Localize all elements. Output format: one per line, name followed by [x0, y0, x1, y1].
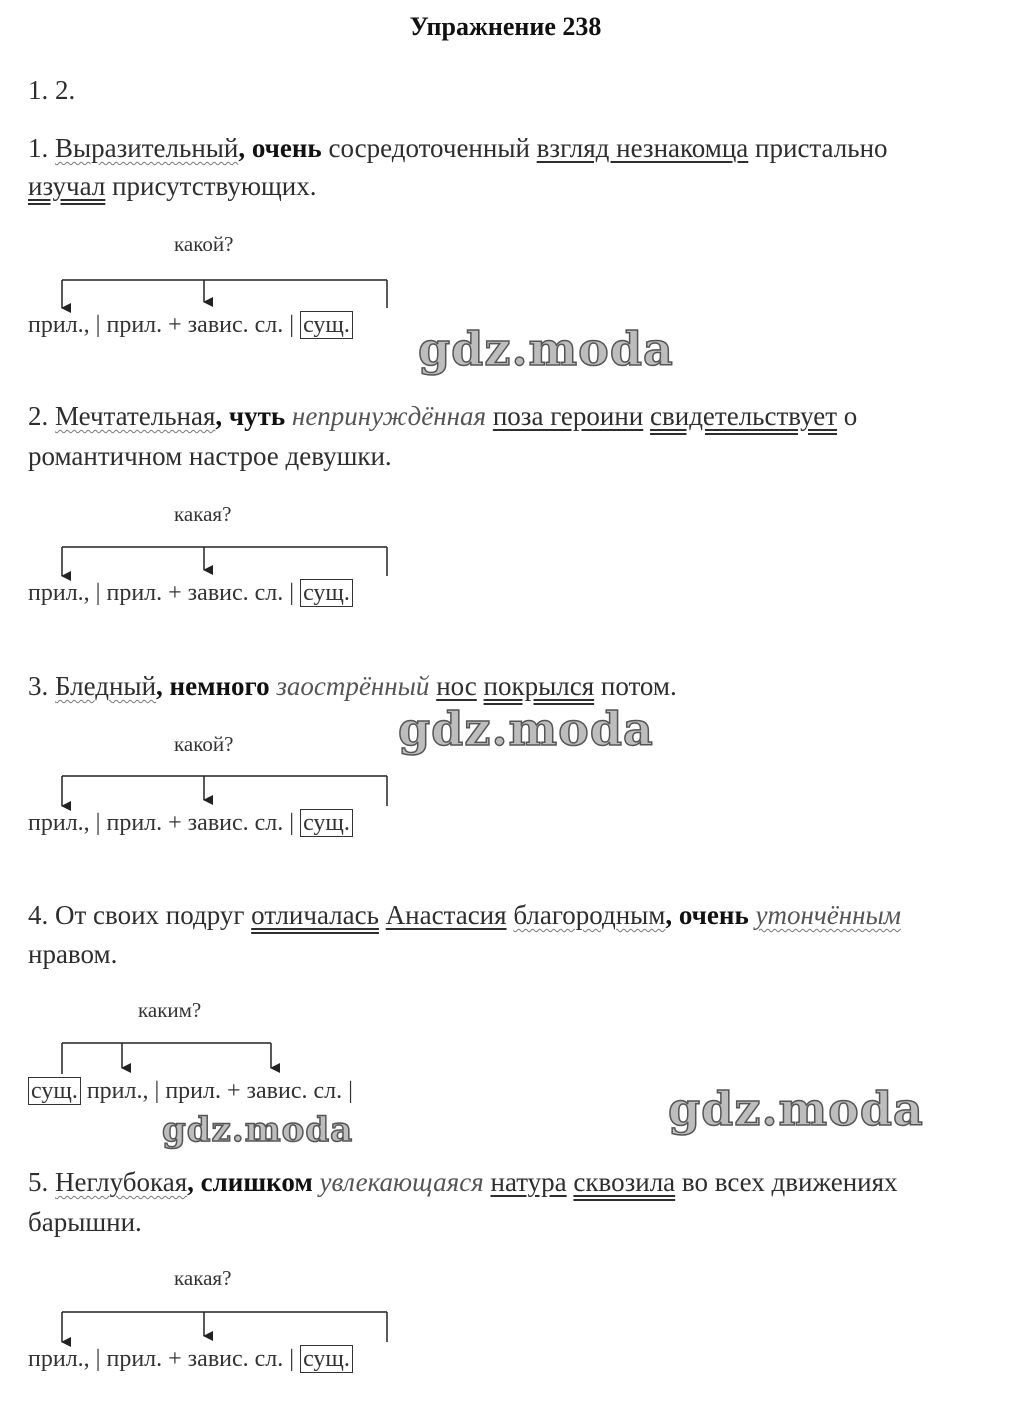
s3-scheme-adj: прил.,: [28, 810, 90, 836]
watermark-logo: gdz.moda: [162, 1110, 354, 1150]
s5-word-6: во всех движениях: [681, 1167, 898, 1197]
s1-scheme-adj: прил.,: [28, 312, 90, 338]
s1-scheme-sep-1: |: [95, 312, 101, 338]
watermark-logo: gdz.moda: [668, 1082, 924, 1136]
s5-scheme-adj-dep: прил. + завис. сл.: [106, 1346, 284, 1372]
s2-scheme-sep-2: |: [289, 580, 295, 606]
s1-scheme-sep-2: |: [289, 312, 295, 338]
s5-number: 5.: [28, 1167, 49, 1197]
s3-question: какой?: [174, 732, 234, 756]
s1-word-participle: сосредоточенный: [328, 133, 530, 163]
s2-word-6: о: [843, 401, 858, 431]
s3-word-participle: заострённый: [276, 671, 430, 701]
s5-scheme-sep-1: |: [95, 1346, 101, 1372]
s4-word-participle: утончённым: [755, 900, 902, 930]
s1-subject: взгляд незнакомца: [536, 133, 749, 163]
s3-scheme-sep-2: |: [289, 810, 295, 836]
s4-predicate: отличалась: [251, 900, 379, 930]
s4-subject: Анастасия: [385, 900, 507, 930]
s2-question: какая?: [174, 502, 232, 526]
s5-question: какая?: [174, 1266, 232, 1290]
s2-predicate: свидетельствует: [650, 401, 838, 431]
s2-word-adverb: , чуть: [215, 401, 286, 431]
s3-scheme-adj-dep: прил. + завис. сл.: [106, 810, 284, 836]
s1-question: какой?: [174, 232, 234, 256]
s1-predicate: изучал: [28, 171, 106, 201]
s4-word-adjective: благородным: [513, 900, 666, 930]
s5-word-participle: увлекающаяся: [319, 1167, 484, 1197]
s2-connector: [62, 547, 387, 576]
s5-predicate: сквозила: [573, 1167, 676, 1197]
s4-number: 4.: [28, 900, 49, 930]
s3-word-adverb: , немного: [156, 671, 270, 701]
s4-scheme-adj-dep: прил. + завис. сл.: [165, 1078, 343, 1104]
s5-scheme-adj: прил.,: [28, 1346, 90, 1372]
s4-word-1: От своих подруг: [55, 900, 245, 930]
s1-word-7: присутствующих.: [112, 171, 317, 201]
s3-predicate: покрылся: [483, 671, 595, 701]
s5-word-adverb: , слишком: [187, 1167, 313, 1197]
s3-word-adjective: Бледный: [55, 671, 157, 701]
s3-word-6: потом.: [600, 671, 677, 701]
s1-scheme-adj-dep: прил. + завис. сл.: [106, 312, 284, 338]
s5-scheme-sep-2: |: [289, 1346, 295, 1372]
s5-subject: натура: [490, 1167, 567, 1197]
s4-scheme-sep-2: |: [348, 1078, 353, 1104]
s2-word-participle: непринуждённая: [291, 401, 487, 431]
page-title: Упражнение 238: [409, 12, 602, 41]
s4-scheme-sep-1: |: [154, 1078, 160, 1104]
s3-connector: [62, 776, 387, 806]
sentence-4-line-2: нравом.: [28, 939, 118, 969]
s1-word-adjective: Выразительный: [55, 133, 239, 163]
s2-scheme-noun: сущ.: [300, 579, 353, 607]
s2-scheme-adj: прил.,: [28, 580, 90, 606]
s1-number: 1.: [28, 133, 49, 163]
sentence-2-line-2: романтичном настрое девушки.: [28, 441, 392, 471]
s4-connector: [62, 1043, 271, 1074]
answer-line: 1. 2.: [28, 75, 76, 105]
s5-word-adjective: Неглубокая: [55, 1167, 188, 1197]
watermark-logo: gdz.moda: [398, 702, 654, 756]
s5-scheme-noun: сущ.: [300, 1345, 353, 1373]
s3-subject: нос: [436, 671, 477, 701]
s4-question: каким?: [138, 998, 202, 1022]
s2-scheme-adj-dep: прил. + завис. сл.: [106, 580, 284, 606]
s4-scheme-adj: прил.,: [86, 1078, 149, 1104]
s2-word-adjective: Мечтательная: [55, 401, 216, 431]
s3-scheme-sep-1: |: [95, 810, 101, 836]
s2-subject: поза героини: [492, 401, 644, 431]
s1-word-5: пристально: [755, 133, 888, 163]
s3-number: 3.: [28, 671, 49, 701]
s5-connector: [62, 1312, 387, 1342]
s4-word-adverb: , очень: [665, 900, 749, 930]
sentence-5-line-2: барышни.: [28, 1207, 142, 1237]
s3-scheme-noun: сущ.: [300, 809, 353, 837]
s2-number: 2.: [28, 401, 49, 431]
s2-scheme-sep-1: |: [95, 580, 101, 606]
s1-connector: [62, 280, 387, 308]
s1-scheme-noun: сущ.: [300, 311, 353, 339]
s1-word-adverb: , очень: [238, 133, 322, 163]
s4-scheme-noun: сущ.: [28, 1077, 81, 1105]
watermark-logo: gdz.moda: [418, 322, 674, 376]
